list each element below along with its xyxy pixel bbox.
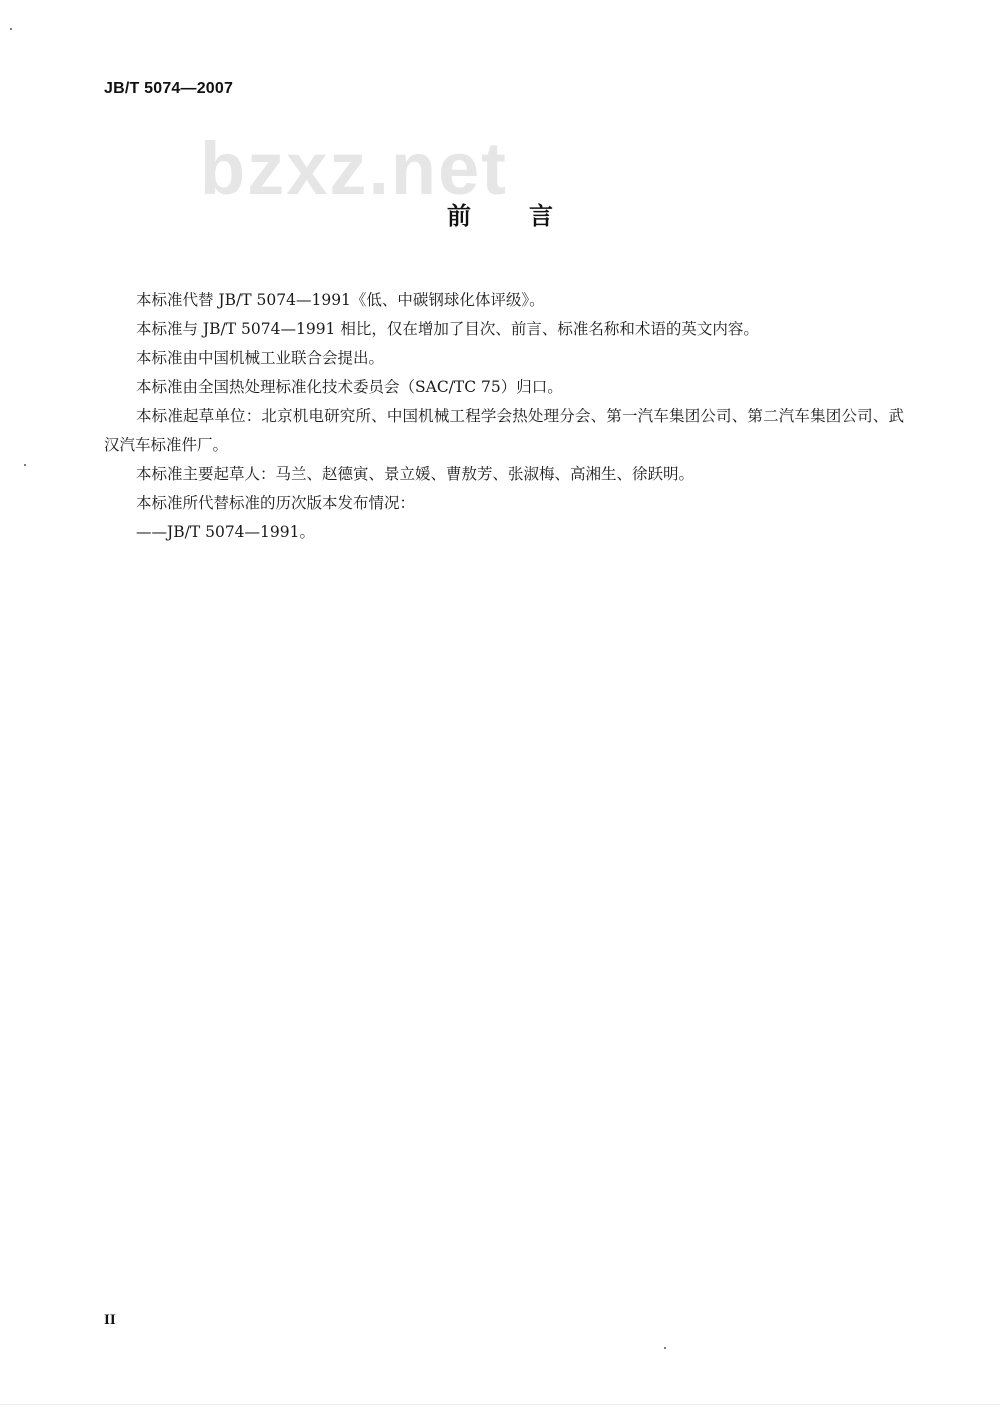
- paragraph-changes: 本标准与 JB/T 5074—1991 相比，仅在增加了目次、前言、标准名称和术语的英文内容。: [136, 320, 759, 338]
- page-title: 前言: [447, 202, 611, 230]
- paragraph-drafting-units: 本标准起草单位：北京机电研究所、中国机械工程学会热处理分会、第一汽车集团公司、第二汽车集团公司、武汉汽车标准件厂。: [104, 407, 904, 454]
- paragraph-proposed-by: 本标准由中国机械工业联合会提出。: [136, 349, 385, 367]
- scan-speck: [664, 1347, 666, 1349]
- paragraph-under-jurisdiction: 本标准由全国热处理标准化技术委员会（SAC/TC 75）归口。: [136, 378, 563, 396]
- paragraph-previous-editions: 本标准所代替标准的历次版本发布情况：: [136, 494, 416, 512]
- paragraph-main-drafters: 本标准主要起草人：马兰、赵德寅、景立媛、曹敖芳、张淑梅、高湘生、徐跃明。: [136, 465, 695, 483]
- page-bottom-edge: [0, 1404, 1000, 1405]
- standard-code-header: JB/T 5074—2007: [104, 80, 234, 97]
- scan-speck: [10, 28, 12, 30]
- page-number: II: [104, 1312, 116, 1328]
- watermark-text: bzxz.net: [200, 127, 508, 210]
- foreword-body: [104, 286, 904, 547]
- paragraph-previous-edition-item: ——JB/T 5074—1991。: [136, 523, 315, 541]
- scan-speck: [24, 464, 26, 466]
- paragraph-replaces: 本标准代替 JB/T 5074—1991《低、中碳钢球化体评级》。: [136, 291, 545, 309]
